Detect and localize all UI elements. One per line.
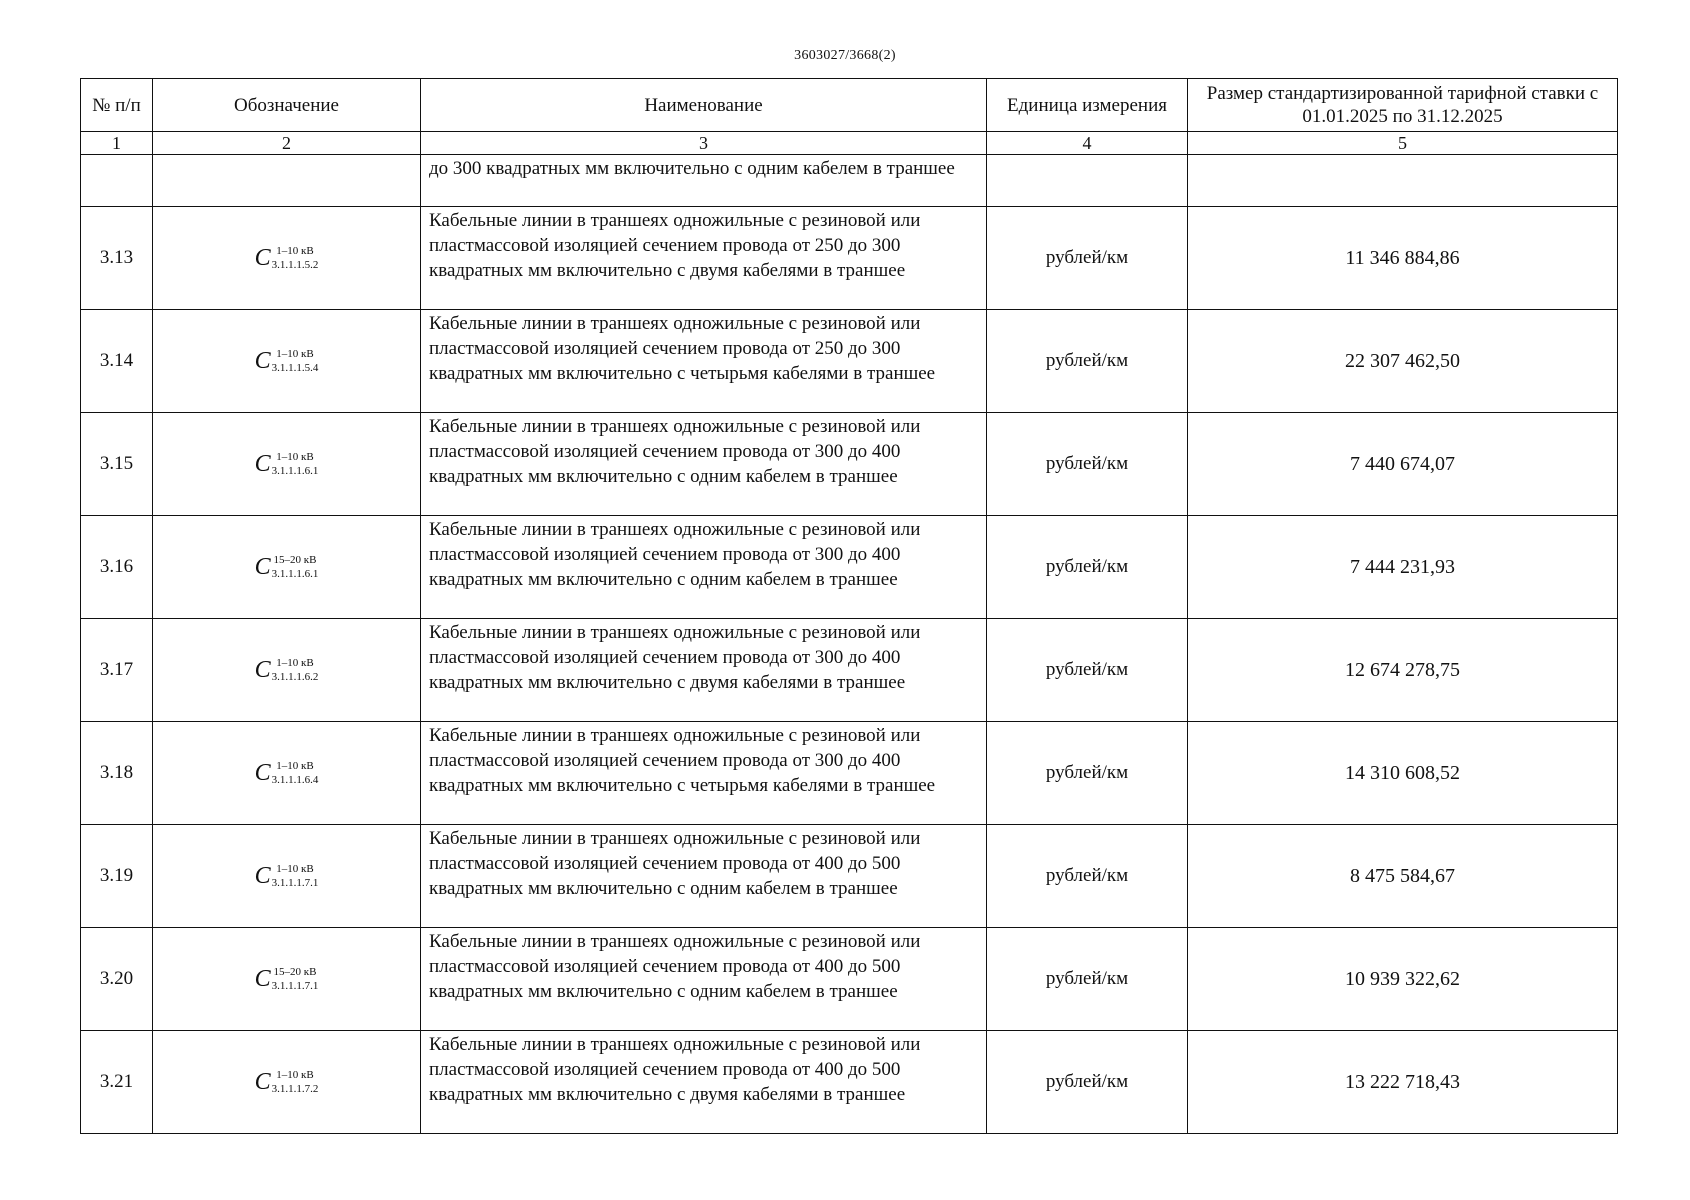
row-unit: рублей/км xyxy=(987,928,1188,1031)
row-rate: 22 307 462,50 xyxy=(1188,310,1618,413)
header-designation: Обозначение xyxy=(153,79,421,132)
designation-symbol: C 1–10 кВ 3.1.1.1.7.1 xyxy=(254,863,319,889)
row-rate: 12 674 278,75 xyxy=(1188,619,1618,722)
designation-symbol: C 1–10 кВ 3.1.1.1.7.2 xyxy=(254,1069,319,1095)
row-rate: 7 440 674,07 xyxy=(1188,413,1618,516)
row-num: 3.15 xyxy=(81,413,153,516)
row-name: Кабельные линии в траншеях одножильные с резиновой или пластмассовой изоляцией сечением провода от 400 до 500 квадратных мм включительно с двумя кабелями в траншее xyxy=(421,1031,987,1134)
row-num: 3.17 xyxy=(81,619,153,722)
row-unit: рублей/км xyxy=(987,722,1188,825)
row-num: 3.21 xyxy=(81,1031,153,1134)
tariff-table xyxy=(80,78,1618,1134)
row-rate: 14 310 608,52 xyxy=(1188,722,1618,825)
column-number: 3 xyxy=(421,132,987,155)
row-unit: рублей/км xyxy=(987,413,1188,516)
continuation-name: до 300 квадратных мм включительно с одним кабелем в траншее xyxy=(421,155,987,207)
row-rate: 10 939 322,62 xyxy=(1188,928,1618,1031)
designation-symbol: C 15–20 кВ 3.1.1.1.7.1 xyxy=(254,966,319,992)
header-row xyxy=(81,79,1618,132)
column-number: 1 xyxy=(81,132,153,155)
row-unit: рублей/км xyxy=(987,516,1188,619)
row-name: Кабельные линии в траншеях одножильные с резиновой или пластмассовой изоляцией сечением провода от 300 до 400 квадратных мм включительно с одним кабелем в траншее xyxy=(421,413,987,516)
header-num: № п/п xyxy=(81,79,153,132)
row-name: Кабельные линии в траншеях одножильные с резиновой или пластмассовой изоляцией сечением провода от 300 до 400 квадратных мм включительно с четырьмя кабелями в траншее xyxy=(421,722,987,825)
continuation-unit-cell xyxy=(987,155,1188,207)
table-row xyxy=(81,516,1618,619)
continuation-rate-cell xyxy=(1188,155,1618,207)
row-designation xyxy=(153,516,421,619)
column-number-row xyxy=(81,132,1618,155)
designation-symbol: C 15–20 кВ 3.1.1.1.6.1 xyxy=(254,554,319,580)
row-designation xyxy=(153,207,421,310)
row-unit: рублей/км xyxy=(987,619,1188,722)
row-rate: 11 346 884,86 xyxy=(1188,207,1618,310)
row-name: Кабельные линии в траншеях одножильные с резиновой или пластмассовой изоляцией сечением провода от 250 до 300 квадратных мм включительно с четырьмя кабелями в траншее xyxy=(421,310,987,413)
table-row xyxy=(81,207,1618,310)
row-designation xyxy=(153,722,421,825)
row-unit: рублей/км xyxy=(987,207,1188,310)
column-number: 5 xyxy=(1188,132,1618,155)
table-row xyxy=(81,825,1618,928)
row-num: 3.19 xyxy=(81,825,153,928)
row-designation xyxy=(153,413,421,516)
row-name: Кабельные линии в траншеях одножильные с резиновой или пластмассовой изоляцией сечением провода от 400 до 500 квадратных мм включительно с одним кабелем в траншее xyxy=(421,825,987,928)
designation-symbol: C 1–10 кВ 3.1.1.1.5.4 xyxy=(254,348,319,374)
row-designation xyxy=(153,1031,421,1134)
row-designation xyxy=(153,825,421,928)
designation-symbol: C 1–10 кВ 3.1.1.1.6.4 xyxy=(254,760,319,786)
table-row xyxy=(81,619,1618,722)
row-rate: 8 475 584,67 xyxy=(1188,825,1618,928)
row-rate: 13 222 718,43 xyxy=(1188,1031,1618,1134)
row-num: 3.14 xyxy=(81,310,153,413)
row-unit: рублей/км xyxy=(987,825,1188,928)
document-number: 3603027/3668(2) xyxy=(794,48,896,63)
row-designation xyxy=(153,310,421,413)
row-rate: 7 444 231,93 xyxy=(1188,516,1618,619)
row-num: 3.18 xyxy=(81,722,153,825)
row-designation xyxy=(153,928,421,1031)
continuation-num-cell xyxy=(81,155,153,207)
row-unit: рублей/км xyxy=(987,1031,1188,1134)
column-number: 2 xyxy=(153,132,421,155)
table-row xyxy=(81,310,1618,413)
row-name: Кабельные линии в траншеях одножильные с резиновой или пластмассовой изоляцией сечением провода от 300 до 400 квадратных мм включительно с двумя кабелями в траншее xyxy=(421,619,987,722)
continuation-designation-cell xyxy=(153,155,421,207)
header-rate: Размер стандартизированной тарифной ставки с 01.01.2025 по 31.12.2025 xyxy=(1188,79,1618,132)
column-number: 4 xyxy=(987,132,1188,155)
header-name: Наименование xyxy=(421,79,987,132)
row-name: Кабельные линии в траншеях одножильные с резиновой или пластмассовой изоляцией сечением провода от 300 до 400 квадратных мм включительно с одним кабелем в траншее xyxy=(421,516,987,619)
row-designation xyxy=(153,619,421,722)
designation-symbol: C 1–10 кВ 3.1.1.1.6.2 xyxy=(254,657,319,683)
row-name: Кабельные линии в траншеях одножильные с резиновой или пластмассовой изоляцией сечением провода от 250 до 300 квадратных мм включительно с двумя кабелями в траншее xyxy=(421,207,987,310)
row-unit: рублей/км xyxy=(987,310,1188,413)
designation-symbol: C 1–10 кВ 3.1.1.1.5.2 xyxy=(254,245,319,271)
table-row xyxy=(81,928,1618,1031)
row-num: 3.13 xyxy=(81,207,153,310)
header-unit: Единица измерения xyxy=(987,79,1188,132)
table-row xyxy=(81,1031,1618,1134)
row-num: 3.20 xyxy=(81,928,153,1031)
designation-symbol: C 1–10 кВ 3.1.1.1.6.1 xyxy=(254,451,319,477)
continuation-row xyxy=(81,155,1618,207)
row-name: Кабельные линии в траншеях одножильные с резиновой или пластмассовой изоляцией сечением провода от 400 до 500 квадратных мм включительно с одним кабелем в траншее xyxy=(421,928,987,1031)
table-row xyxy=(81,413,1618,516)
table-row xyxy=(81,722,1618,825)
row-num: 3.16 xyxy=(81,516,153,619)
